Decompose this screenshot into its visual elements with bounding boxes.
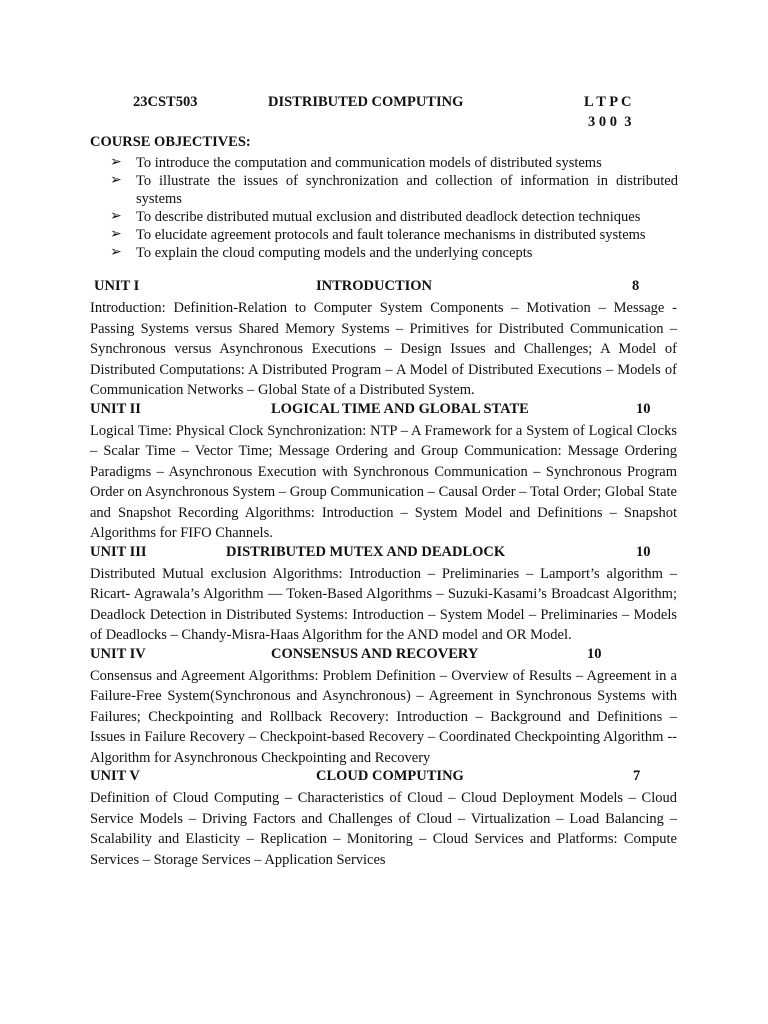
unit-heading bbox=[90, 544, 677, 564]
objective-item bbox=[110, 226, 678, 244]
unit-hours: 10 bbox=[636, 400, 651, 417]
unit-heading bbox=[90, 401, 677, 421]
arrow-bullet-icon: ➢ bbox=[110, 245, 122, 260]
unit-4 bbox=[90, 646, 677, 769]
unit-label: UNIT IV bbox=[90, 645, 146, 662]
arrow-bullet-icon: ➢ bbox=[110, 227, 122, 242]
objective-text: To illustrate the issues of synchronization and collection of information in distributed systems bbox=[136, 173, 678, 207]
ltpc-label: L T P C bbox=[584, 94, 632, 110]
unit-5 bbox=[90, 768, 677, 870]
unit-label: UNIT III bbox=[90, 543, 147, 560]
objective-text: To introduce the computation and communication models of distributed systems bbox=[136, 155, 602, 171]
unit-content: Consensus and Agreement Algorithms: Problem Definition – Overview of Results – Agreement in a Failure-Free System(Synchronous and Asynchronous) – Agreement in Synchronous Systems with Failures; Checkpointing and Rollback Recovery: Introduction – Background and Definitions – Issues in Failure Recovery – Checkpoint-based Recovery – Coordinated Checkpointing Algorithm -- Algorithm for Asynchronous Checkpointing and Recovery bbox=[90, 667, 677, 766]
objective-item bbox=[110, 208, 678, 226]
unit-hours: 8 bbox=[632, 278, 640, 294]
unit-title: INTRODUCTION bbox=[316, 278, 433, 294]
unit-heading bbox=[90, 646, 677, 666]
unit-label: UNIT V bbox=[90, 768, 140, 784]
objective-text: To describe distributed mutual exclusion and distributed deadlock detection techniques bbox=[136, 209, 641, 225]
unit-title: CLOUD COMPUTING bbox=[316, 768, 464, 784]
objective-text: To explain the cloud computing models and the underlying concepts bbox=[136, 245, 533, 261]
unit-hours: 7 bbox=[633, 768, 641, 784]
unit-heading bbox=[90, 278, 677, 298]
unit-title: DISTRIBUTED MUTEX AND DEADLOCK bbox=[226, 543, 506, 560]
unit-content: Distributed Mutual exclusion Algorithms: Introduction – Preliminaries – Lamport’s algorithm – Ricart- Agrawala’s Algorithm –– Token-Based Algorithms – Suzuki-Kasami’s Broadcast Algorithm; Deadlock Detection in Distributed Systems: Introduction – System Model – Preliminaries – Models of Deadlocks – Chandy-Misra-Haas Algorithm for the AND model and OR Model. bbox=[90, 565, 677, 643]
unit-3 bbox=[90, 544, 677, 646]
unit-content: Definition of Cloud Computing – Characteristics of Cloud – Cloud Deployment Models – Cloud Service Models – Driving Factors and Challenges of Cloud – Virtualization – Load Balancing – Scalability and Elasticity – Replication – Monitoring – Cloud Services and Platforms: Compute Services – Storage Services – Application Services bbox=[90, 790, 677, 868]
objectives-list bbox=[110, 154, 678, 262]
unit-2 bbox=[90, 401, 677, 544]
objectives-heading: COURSE OBJECTIVES: bbox=[90, 134, 251, 150]
objective-item bbox=[110, 154, 678, 172]
unit-content: Introduction: Definition-Relation to Computer System Components – Motivation – Message -Passing Systems versus Shared Memory Systems – Primitives for Distributed Communication – Synchronous versus Asynchronous Executions – Design Issues and Challenges; A Model of Distributed Computations: A Distributed Program – A Model of Distributed Executions – Models of Communication Networks – Global State of a Distributed System. bbox=[90, 300, 677, 398]
objective-item bbox=[110, 244, 678, 262]
arrow-bullet-icon: ➢ bbox=[110, 155, 122, 170]
unit-hours: 10 bbox=[587, 645, 602, 662]
unit-label: UNIT I bbox=[94, 278, 140, 294]
unit-label: UNIT II bbox=[90, 400, 141, 417]
unit-1 bbox=[90, 278, 677, 401]
objective-item bbox=[110, 172, 678, 208]
arrow-bullet-icon: ➢ bbox=[110, 209, 122, 224]
unit-content: Logical Time: Physical Clock Synchronization: NTP – A Framework for a System of Logical Clocks – Scalar Time – Vector Time; Message Ordering and Group Communication: Message Ordering Paradigms – Asynchronous Execution with Synchronous Communication – Synchronous Program Order on Asynchronous System – Group Communication – Causal Order – Total Order; Global State and Snapshot Recording Algorithms: Introduction – System Model and Definitions – Snapshot Algorithms for FIFO Channels. bbox=[90, 422, 677, 541]
objective-text: To elucidate agreement protocols and fault tolerance mechanisms in distributed systems bbox=[136, 227, 646, 243]
unit-hours: 10 bbox=[636, 543, 651, 560]
units-section bbox=[90, 278, 677, 870]
ltpc-values: 3 0 0 3 bbox=[588, 114, 632, 130]
unit-heading bbox=[90, 768, 677, 788]
unit-title: LOGICAL TIME AND GLOBAL STATE bbox=[271, 400, 529, 417]
course-code: 23CST503 bbox=[133, 94, 198, 110]
course-title: DISTRIBUTED COMPUTING bbox=[268, 94, 464, 110]
arrow-bullet-icon: ➢ bbox=[110, 173, 122, 188]
unit-title: CONSENSUS AND RECOVERY bbox=[271, 645, 479, 662]
